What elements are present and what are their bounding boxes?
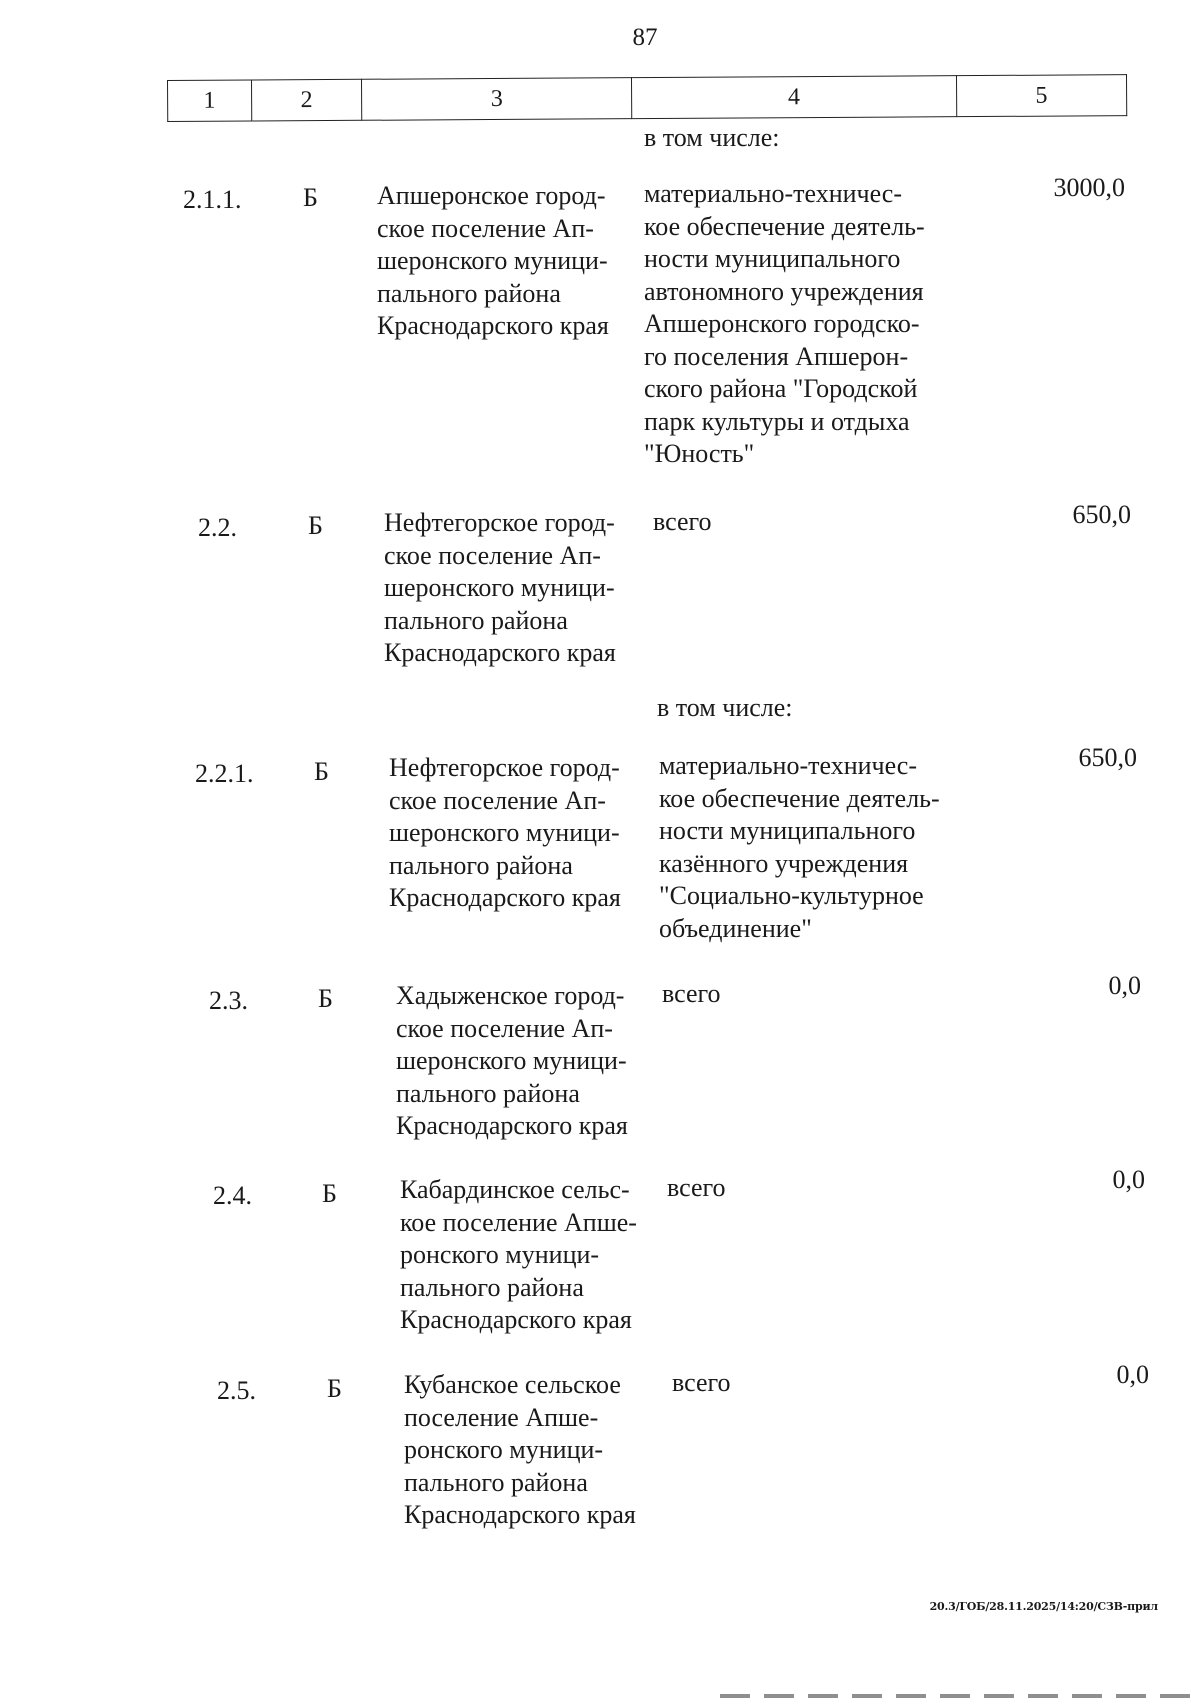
row-budget-letter: Б <box>327 1374 342 1403</box>
row-municipality <box>389 752 639 915</box>
row-number: 2.3. <box>209 986 248 1015</box>
purpose-line: кое обеспечение деятель- <box>659 783 940 813</box>
row-number: 2.2.1. <box>195 759 254 788</box>
row-purpose <box>659 750 964 945</box>
header-col-5: 5 <box>956 75 1127 117</box>
municipality-line: ское поселение Ап- <box>384 540 601 570</box>
row-budget-letter: Б <box>314 757 329 786</box>
municipality-line: пального района <box>384 605 568 635</box>
row-budget-letter: Б <box>308 511 323 540</box>
purpose-line: ского района "Городской <box>644 374 918 403</box>
municipality-line: ское поселение Ап- <box>389 785 606 815</box>
row-amount: 0,0 <box>1108 971 1141 1000</box>
purpose-line: материально-техничес- <box>644 179 902 208</box>
header-col-1: 1 <box>168 80 252 122</box>
purpose-line: автономного учреждения <box>644 276 924 306</box>
header-col-2: 2 <box>251 79 362 121</box>
municipality-line: пального района <box>377 278 561 308</box>
municipality-line: пального района <box>396 1078 580 1108</box>
purpose-line: "Социально-культурное <box>659 881 924 910</box>
municipality-line: шеронского муници- <box>377 246 608 275</box>
municipality-line: кое поселение Апше- <box>400 1207 637 1237</box>
municipality-line: ронского муници- <box>404 1435 604 1464</box>
row-amount: 0,0 <box>1112 1165 1145 1194</box>
purpose-line: го поселения Апшерон- <box>644 341 909 371</box>
municipality-line: Краснодарского края <box>396 1111 628 1140</box>
document-registration-code: 20.3/ГОБ/28.11.2025/14:20/СЗВ-прил <box>929 1600 1158 1613</box>
row-amount: 0,0 <box>1116 1360 1149 1389</box>
purpose-line: ности муниципального <box>644 244 901 273</box>
purpose-line: "Юность" <box>644 439 755 468</box>
header-col-3: 3 <box>362 78 632 121</box>
municipality-line: пального района <box>404 1467 588 1497</box>
row-municipality <box>396 980 644 1143</box>
purpose-line: всего <box>653 507 712 536</box>
purpose-line: парк культуры и отдыха <box>644 406 910 436</box>
row-number: 2.1.1. <box>183 185 242 214</box>
row-budget-letter: Б <box>322 1179 337 1208</box>
subtotal-note: в том числе: <box>657 693 793 722</box>
municipality-line: пального района <box>400 1272 584 1302</box>
purpose-line: всего <box>667 1173 726 1202</box>
municipality-line: Краснодарского края <box>404 1500 636 1529</box>
municipality-line: Нефтегорское город- <box>384 508 615 537</box>
row-municipality <box>404 1369 652 1532</box>
purpose-line: ности муниципального <box>659 816 916 845</box>
purpose-line: казённого учреждения <box>659 848 909 878</box>
municipality-line: Нефтегорское город- <box>389 753 620 782</box>
row-amount: 3000,0 <box>1053 173 1125 202</box>
purpose-line: всего <box>672 1368 731 1397</box>
row-amount: 650,0 <box>1078 743 1137 772</box>
municipality-line: шеронского муници- <box>384 573 615 602</box>
municipality-line: Краснодарского края <box>384 638 616 667</box>
municipality-line: Краснодарского края <box>400 1305 632 1334</box>
purpose-line: всего <box>662 979 721 1008</box>
municipality-line: Апшеронское город- <box>377 181 606 210</box>
row-municipality <box>384 507 634 670</box>
row-number: 2.2. <box>198 513 237 542</box>
row-purpose <box>672 1367 972 1400</box>
row-municipality <box>400 1174 649 1337</box>
row-number: 2.4. <box>213 1181 252 1210</box>
row-purpose <box>662 978 962 1011</box>
municipality-line: Краснодарского края <box>377 311 609 340</box>
municipality-line: ское поселение Ап- <box>377 213 594 243</box>
row-purpose <box>667 1172 967 1205</box>
row-budget-letter: Б <box>303 183 318 212</box>
purpose-line: объединение" <box>659 913 812 943</box>
row-budget-letter: Б <box>318 984 333 1013</box>
header-col-4: 4 <box>632 76 957 119</box>
municipality-line: шеронского муници- <box>389 818 620 847</box>
row-purpose <box>653 506 961 539</box>
row-purpose <box>644 178 952 471</box>
municipality-line: ское поселение Ап- <box>396 1013 613 1043</box>
purpose-line: кое обеспечение деятель- <box>644 211 925 241</box>
row-amount: 650,0 <box>1072 500 1131 529</box>
municipality-line: Кабардинское сельс- <box>400 1175 630 1204</box>
row-municipality <box>377 180 627 343</box>
municipality-line: ронского муници- <box>400 1240 600 1269</box>
municipality-line: Хадыженское город- <box>396 981 625 1010</box>
municipality-line: поселение Апше- <box>404 1402 599 1432</box>
municipality-line: Краснодарского края <box>389 883 621 912</box>
purpose-line: материально-техничес- <box>659 751 917 780</box>
municipality-line: пального района <box>389 850 573 880</box>
scan-edge-artifact <box>720 1694 1190 1698</box>
municipality-line: Кубанское сельское <box>404 1370 621 1399</box>
municipality-line: шеронского муници- <box>396 1046 627 1075</box>
row-number: 2.5. <box>217 1376 256 1405</box>
subtotal-note: в том числе: <box>644 123 780 152</box>
page-number: 87 <box>632 24 658 51</box>
purpose-line: Апшеронского городско- <box>644 309 920 338</box>
